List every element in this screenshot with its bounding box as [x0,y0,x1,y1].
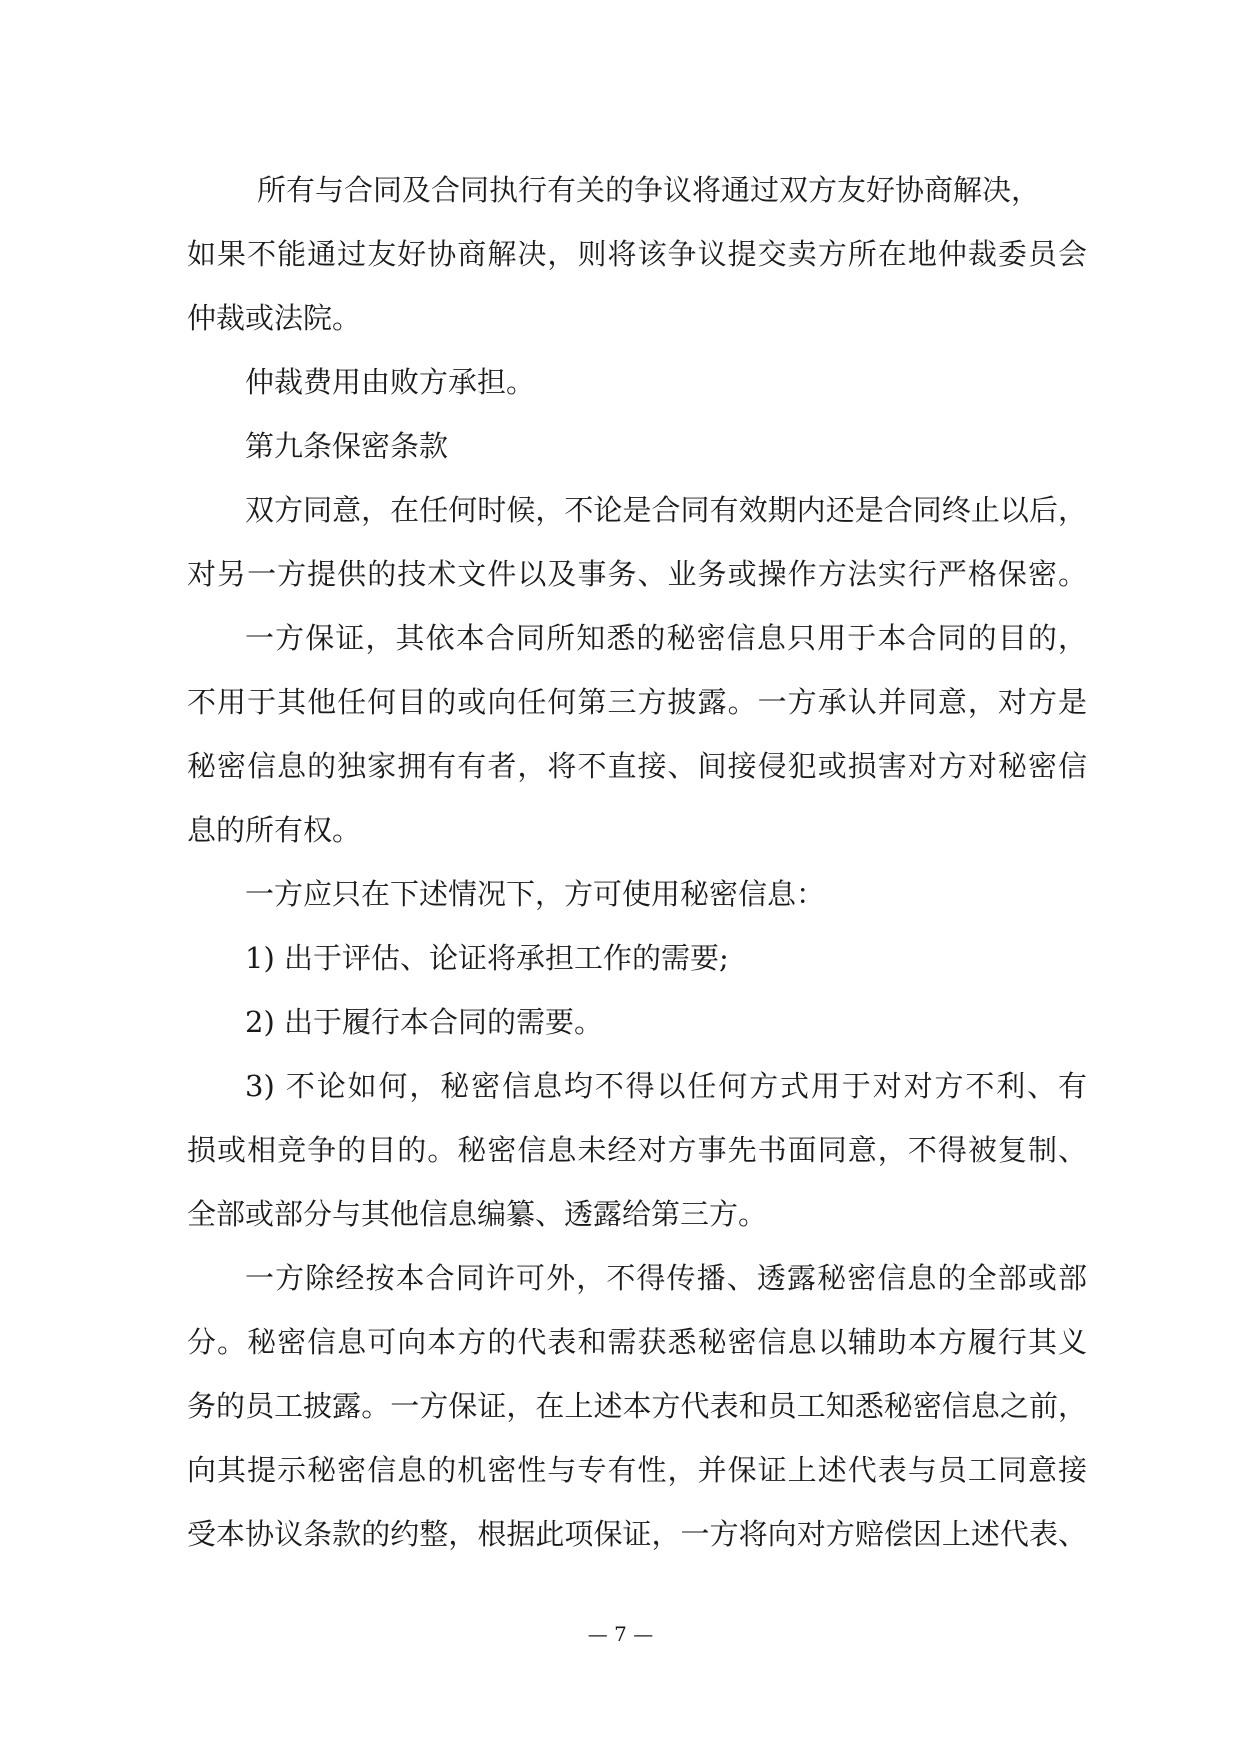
text-line: 受本协议条款的约整，根据此项保证，一方将向对方赔偿因上述代表、 [187,1517,1087,1551]
text-line: 仲裁费用由败方承担。 [245,365,536,399]
text-line: 如果不能通过友好协商解决，则将该争议提交卖方所在地仲裁委员会 [187,237,1087,271]
text-line: 秘密信息的独家拥有有者，将不直接、间接侵犯或损害对方对秘密信 [187,749,1087,783]
text-line: 一方应只在下述情况下，方可使用秘密信息： [245,877,826,911]
list-item: 1) 出于评估、论证将承担工作的需要; [245,941,729,975]
text-line: 所有与合同及合同执行有关的争议将通过双方友好协商解决， [257,173,1041,207]
text-line: 务的员工披露。一方保证，在上述本方代表和员工知悉秘密信息之前， [187,1389,1087,1423]
text-line: 损或相竞争的目的。秘密信息未经对方事先书面同意，不得被复制、 [187,1133,1087,1167]
text-line: 分。秘密信息可向本方的代表和需获悉秘密信息以辅助本方履行其义 [187,1325,1087,1359]
document-body [187,158,1087,1566]
text-line: 全部或部分与其他信息编纂、透露给第三方。 [187,1197,768,1231]
list-item: 2) 出于履行本合同的需要。 [245,1005,603,1039]
text-line: 向其提示秘密信息的机密性与专有性，并保证上述代表与员工同意接 [187,1453,1087,1487]
text-line: 息的所有权。 [187,813,362,847]
text-line: 双方同意，在任何时候，不论是合同有效期内还是合同终止以后， [245,493,1087,527]
text-line: 仲裁或法院。 [187,301,362,335]
section-heading: 第九条保密条款 [245,429,449,463]
text-line: 不用于其他任何目的或向任何第三方披露。一方承认并同意，对方是 [187,685,1087,719]
text-line: 一方除经按本合同许可外，不得传播、透露秘密信息的全部或部 [245,1261,1087,1295]
text-line: 对另一方提供的技术文件以及事务、业务或操作方法实行严格保密。 [187,557,1087,591]
text-line: 一方保证，其依本合同所知悉的秘密信息只用于本合同的目的， [245,621,1087,655]
page-number: — 7 — [587,1622,654,1646]
list-item: 3) 不论如何，秘密信息均不得以任何方式用于对对方不利、有 [245,1069,1087,1103]
